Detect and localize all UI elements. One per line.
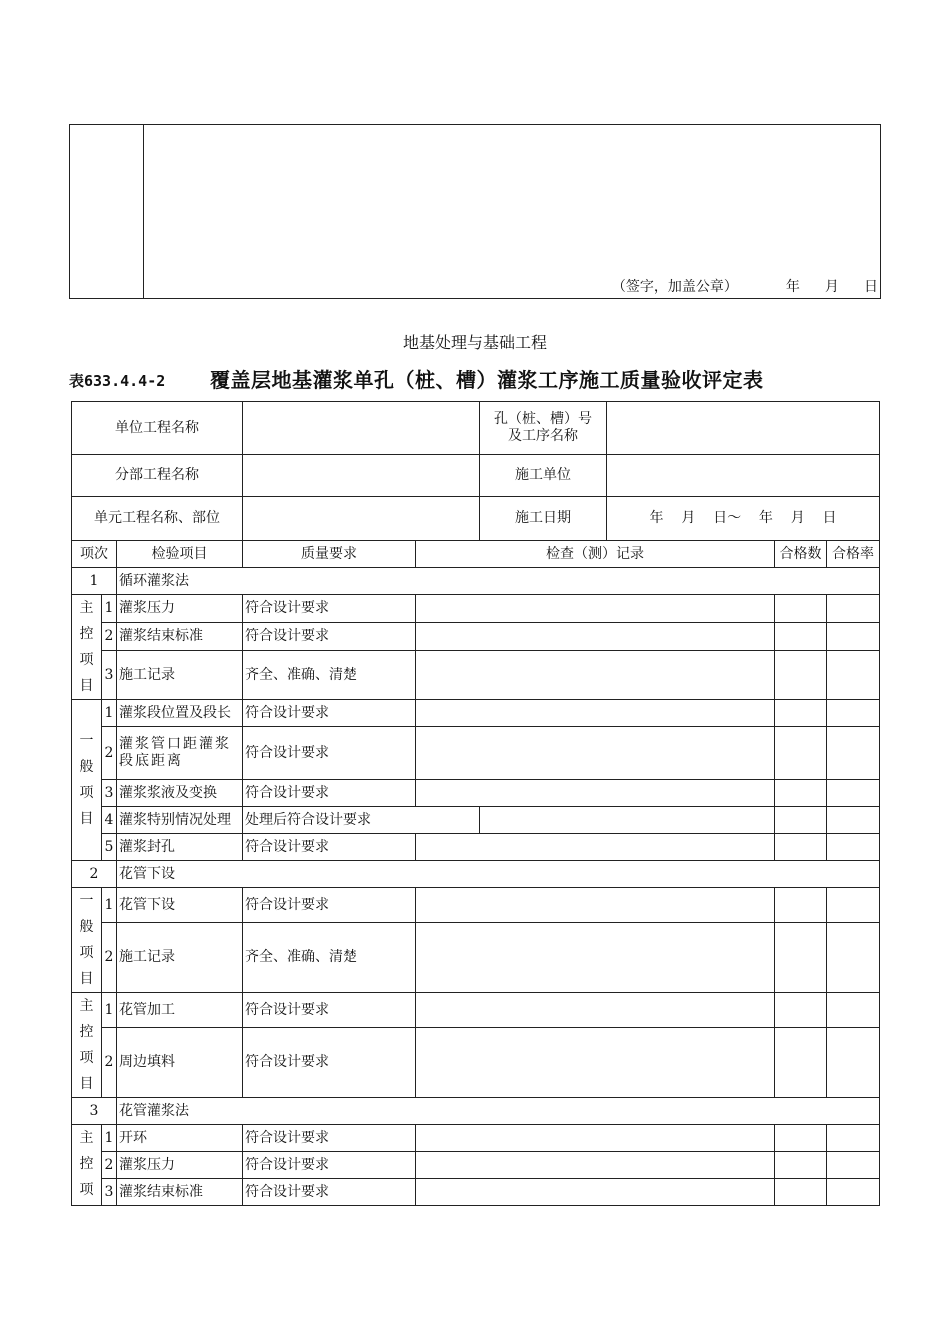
group-label-text: 主 控 项 目 [79, 600, 94, 694]
item-req: 符合设计要求 [243, 834, 416, 861]
year-label: 年 [785, 279, 800, 295]
group-label-text: 一 般 项 目 [79, 733, 94, 827]
sub-project-value[interactable] [243, 455, 480, 497]
element-value[interactable] [243, 497, 480, 541]
group-label-text: 主 控 项 [79, 1130, 94, 1198]
count-cell[interactable] [775, 888, 827, 923]
item-req: 符合设计要求 [243, 1179, 416, 1206]
item-req: 处理后符合设计要求 [243, 807, 480, 834]
item-name: 灌浆封孔 [117, 834, 243, 861]
count-cell[interactable] [775, 1125, 827, 1152]
item-no: 5 [102, 834, 117, 861]
hole-value[interactable] [607, 402, 880, 455]
item-no: 2 [102, 1152, 117, 1179]
count-cell[interactable] [775, 834, 827, 861]
header-row-element [72, 497, 880, 541]
rate-cell[interactable] [827, 807, 880, 834]
table-row [72, 651, 880, 700]
item-no: 1 [102, 888, 117, 923]
item-name: 灌浆特别情况处理 [117, 807, 243, 834]
section-name: 花管下设 [117, 861, 880, 888]
item-req: 符合设计要求 [243, 888, 416, 923]
record-cell[interactable] [416, 1028, 775, 1098]
item-no: 4 [102, 807, 117, 834]
group-label [72, 595, 102, 700]
section-no: 1 [72, 568, 117, 595]
item-no: 2 [102, 727, 117, 780]
section-name: 花管灌浆法 [117, 1098, 880, 1125]
rate-cell[interactable] [827, 1152, 880, 1179]
item-no: 3 [102, 780, 117, 807]
col-quality-req: 质量要求 [243, 541, 416, 568]
item-req: 符合设计要求 [243, 993, 416, 1028]
count-cell[interactable] [775, 1179, 827, 1206]
table-row [72, 888, 880, 923]
table-title: 覆盖层地基灌浆单孔（桩、槽）灌浆工序施工质量验收评定表 [210, 368, 764, 392]
item-no: 3 [102, 1179, 117, 1206]
item-req: 符合设计要求 [243, 1125, 416, 1152]
table-row [72, 727, 880, 780]
rate-cell[interactable] [827, 1125, 880, 1152]
table-row [72, 923, 880, 993]
signature-line [575, 276, 878, 296]
record-cell[interactable] [416, 623, 775, 651]
section-no: 3 [72, 1098, 117, 1125]
col-qualified-count: 合格数 [775, 541, 827, 568]
unit-project-label: 单位工程名称 [72, 402, 243, 455]
item-req: 齐全、准确、清楚 [243, 923, 416, 993]
group-label [72, 993, 102, 1098]
item-name: 灌浆结束标准 [117, 623, 243, 651]
rate-cell[interactable] [827, 1179, 880, 1206]
contractor-label: 施工单位 [480, 455, 607, 497]
count-cell[interactable] [775, 651, 827, 700]
date-value: 年 月 日～ 年 月 日 [607, 497, 880, 541]
rate-cell[interactable] [827, 888, 880, 923]
date-label: 施工日期 [480, 497, 607, 541]
col-record: 检查（测）记录 [416, 541, 775, 568]
item-name: 灌浆段位置及段长 [117, 700, 243, 727]
rate-cell[interactable] [827, 923, 880, 993]
item-name: 灌浆压力 [117, 1152, 243, 1179]
section-name: 循环灌浆法 [117, 568, 880, 595]
item-no: 1 [102, 700, 117, 727]
record-cell[interactable] [416, 651, 775, 700]
table-number: 表633.4.4-2 [69, 372, 166, 390]
section-row [72, 1098, 880, 1125]
chapter-subtitle: 地基处理与基础工程 [402, 333, 547, 352]
table-row [72, 1028, 880, 1098]
record-cell[interactable] [416, 1125, 775, 1152]
unit-project-value[interactable] [243, 402, 480, 455]
group-label [72, 1125, 102, 1206]
section-row [72, 861, 880, 888]
count-cell[interactable] [775, 727, 827, 780]
item-no: 3 [102, 651, 117, 700]
count-cell[interactable] [775, 700, 827, 727]
rate-cell[interactable] [827, 595, 880, 623]
count-cell[interactable] [775, 807, 827, 834]
rate-cell[interactable] [827, 623, 880, 651]
item-name: 灌浆浆液及变换 [117, 780, 243, 807]
signature-label: （签字，加盖公章） [611, 279, 738, 295]
item-no: 2 [102, 1028, 117, 1098]
count-cell[interactable] [775, 993, 827, 1028]
table-row [72, 780, 880, 807]
item-name: 施工记录 [117, 651, 243, 700]
count-cell[interactable] [775, 1152, 827, 1179]
item-name: 花管加工 [117, 993, 243, 1028]
record-cell[interactable] [416, 1179, 775, 1206]
record-cell[interactable] [416, 923, 775, 993]
table-row [72, 1152, 880, 1179]
item-req: 符合设计要求 [243, 780, 416, 807]
section-no: 2 [72, 861, 117, 888]
rate-cell[interactable] [827, 727, 880, 780]
table-row [72, 807, 880, 834]
item-name: 灌浆压力 [117, 595, 243, 623]
section-row [72, 568, 880, 595]
col-item-no: 项次 [72, 541, 117, 568]
month-label: 月 [824, 279, 839, 295]
sub-project-label: 分部工程名称 [72, 455, 243, 497]
header-row-sub [72, 455, 880, 497]
rate-cell[interactable] [827, 651, 880, 700]
top-signature-box [69, 124, 881, 299]
column-header-row [72, 541, 880, 568]
item-no: 1 [102, 595, 117, 623]
item-no: 1 [102, 1125, 117, 1152]
item-req: 符合设计要求 [243, 727, 416, 780]
record-cell[interactable] [416, 993, 775, 1028]
item-name: 开环 [117, 1125, 243, 1152]
table-row [72, 595, 880, 623]
record-cell[interactable] [416, 595, 775, 623]
record-cell[interactable] [416, 1152, 775, 1179]
count-cell[interactable] [775, 595, 827, 623]
hole-label: 孔（桩、槽）号及工序名称 [480, 402, 607, 455]
rate-cell[interactable] [827, 834, 880, 861]
rate-cell[interactable] [827, 993, 880, 1028]
group-label-text: 一 般 项 目 [79, 893, 94, 987]
item-req: 符合设计要求 [243, 595, 416, 623]
record-cell[interactable] [416, 700, 775, 727]
table-row [72, 1125, 880, 1152]
item-name: 花管下设 [117, 888, 243, 923]
group-label [72, 700, 102, 861]
rate-cell[interactable] [827, 1028, 880, 1098]
col-pass-rate: 合格率 [827, 541, 880, 568]
evaluation-table [71, 401, 880, 1206]
rate-cell[interactable] [827, 780, 880, 807]
table-row [72, 700, 880, 727]
day-label: 日 [864, 279, 878, 295]
item-req: 符合设计要求 [243, 1028, 416, 1098]
item-req: 符合设计要求 [243, 700, 416, 727]
item-no: 2 [102, 923, 117, 993]
item-name: 灌浆结束标准 [117, 1179, 243, 1206]
item-no: 2 [102, 623, 117, 651]
count-cell[interactable] [775, 923, 827, 993]
count-cell[interactable] [775, 780, 827, 807]
table-row [72, 623, 880, 651]
record-cell[interactable] [416, 780, 775, 807]
table-row [72, 1179, 880, 1206]
item-name: 施工记录 [117, 923, 243, 993]
item-name: 灌浆管口距灌浆段底距离 [117, 727, 243, 780]
col-inspection-item: 检验项目 [117, 541, 243, 568]
item-name: 周边填料 [117, 1028, 243, 1098]
record-cell[interactable] [416, 834, 775, 861]
record-cell[interactable] [480, 807, 775, 834]
count-cell[interactable] [775, 1028, 827, 1098]
record-cell[interactable] [416, 727, 775, 780]
item-req: 齐全、准确、清楚 [243, 651, 416, 700]
top-box-divider [143, 125, 144, 298]
record-cell[interactable] [416, 888, 775, 923]
item-req: 符合设计要求 [243, 623, 416, 651]
item-req: 符合设计要求 [243, 1152, 416, 1179]
item-no: 1 [102, 993, 117, 1028]
group-label [72, 888, 102, 993]
group-label-text: 主 控 项 目 [79, 998, 94, 1092]
table-row [72, 993, 880, 1028]
table-row [72, 834, 880, 861]
count-cell[interactable] [775, 623, 827, 651]
header-row-unit [72, 402, 880, 455]
element-label: 单元工程名称、部位 [72, 497, 243, 541]
rate-cell[interactable] [827, 700, 880, 727]
contractor-value[interactable] [607, 455, 880, 497]
